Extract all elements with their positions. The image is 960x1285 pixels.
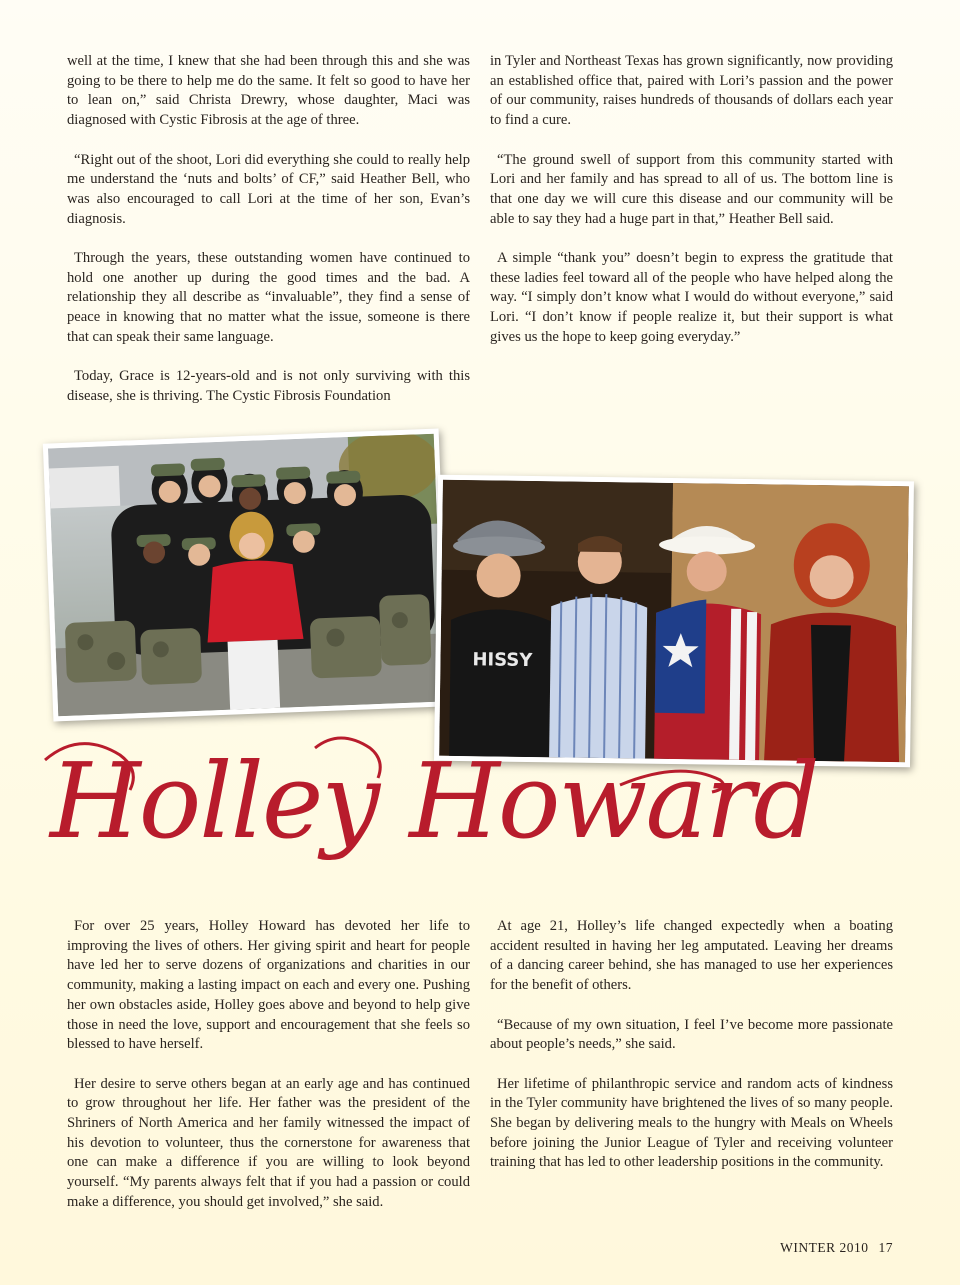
article-column-bottom-right — [490, 917, 893, 1193]
shirt-text: HISSY — [472, 649, 533, 672]
paragraph: “Because of my own situation, I feel I’ve become more passionate about people’s needs,” she said. — [490, 1016, 893, 1053]
paragraph: For over 25 years, Holley Howard has devoted her life to improving the lives of others. Her giving spirit and heart for people have led her to serve dozens of organizations and charities in our community, making a lasting impact on each and every one. Pushing her own obstacles aside, Holley goes above and beyond to help give those in need the love, support and encouragement that she feels so blessed to have herself. — [67, 918, 470, 1053]
paragraph: well at the time, I knew that she had been through this and she was going to be there to help me do the same. It felt so good to have her to lean on,” said Christa Drewry, whose daughter, Maci was diagnosed with Cystic Fibrosis at the age of three. — [67, 53, 470, 129]
paragraph: “Right out of the shoot, Lori did everything she could to really help me understand the ‘nuts and bolts’ of CF,” said Heather Bell, who was also encouraged to call Lori at the time of her son, Evan’s diagnosis. — [67, 151, 470, 227]
paragraph: Today, Grace is 12-years-old and is not only surviving with this disease, she is thriving. The Cystic Fibrosis Foundation — [67, 368, 470, 404]
page-number: 17 — [878, 1240, 893, 1255]
article-column-top-right — [490, 52, 893, 367]
paragraph: At age 21, Holley’s life changed expectedly when a boating accident resulted in having her leg amputated. Leaving her dreams of a dancing career behind, she has managed to use her experiences for the benefit of others. — [490, 918, 893, 994]
western-photo — [434, 475, 914, 768]
paragraph: Her lifetime of philanthropic service and random acts of kindness in the Tyler community have brightened the lives of so many people. She began by delivering meals to the hungry with Meals on Wheels before joining the Junior League of Tyler and receiving volunteer training that has led to other leadership positions in the community. — [490, 1075, 893, 1171]
issue-label: WINTER 2010 — [780, 1240, 869, 1255]
article-column-bottom-left — [67, 917, 470, 1232]
group-photo — [43, 429, 449, 722]
paragraph: A simple “thank you” doesn’t begin to express the gratitude that these ladies feel toward all of the people who have helped along the way. “I simply don’t know what I would do without everyone,” said Lori. “I don’t know if people realize it, but their support is what gives us the hope to keep going everyday.” — [490, 250, 893, 345]
section-title — [40, 730, 818, 890]
paragraph: Her desire to serve others began at an early age and has continued to grow throughout her life. Her father was the president of the Shriners of North America and her family witnessed the impact of his devotion to volunteer, thus the cornerstone for awareness that one can make a difference if you are willing to look beyond yourself. “My parents always felt that if you had a passion or could make a difference, you should get involved,” she said. — [67, 1075, 470, 1210]
section-title-text: Holley Howard — [50, 740, 818, 862]
page-footer — [770, 1240, 893, 1256]
paragraph: in Tyler and Northeast Texas has grown significantly, now providing an established office that, paired with Lori’s passion and the power of our community, raises hundreds of thousands of dollars each year to find a cure. — [490, 53, 893, 129]
article-column-top-left — [67, 52, 470, 426]
paragraph: Through the years, these outstanding women have continued to hold one another up during the good times and the bad. A relationship they all describe as “invaluable”, they find a sense of peace in knowing that no matter what the issue, someone is there that can speak their same language. — [67, 250, 470, 345]
paragraph: “The ground swell of support from this community started with Lori and her family and has spread to all of us. The bottom line is that one day we will cure this disease and our community will be able to say they had a huge part in that,” Heather Bell said. — [490, 151, 893, 227]
